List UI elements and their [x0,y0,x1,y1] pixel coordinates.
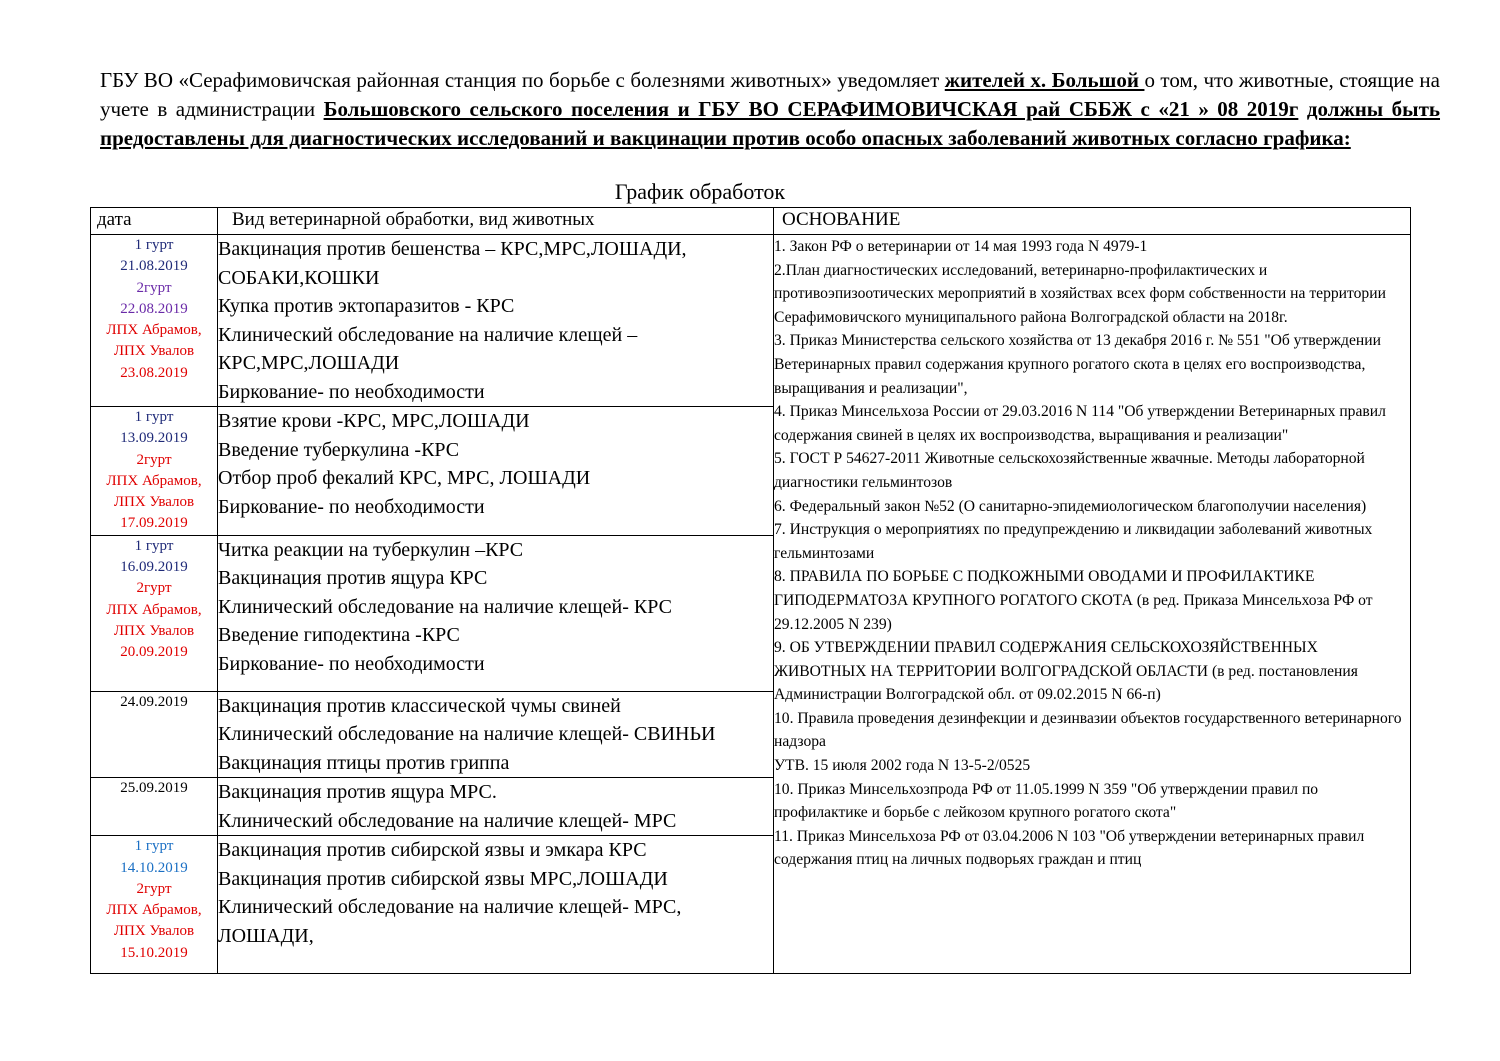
work-line: Введение гиподектина -КРС [218,624,460,647]
work-line: Вакцинация против бешенства – КРС,МРС,ЛОШАДИ, [218,238,687,260]
work-line: Биркование- по необходимости [218,495,485,518]
date-line: ЛПХ Абрамов, [106,902,202,919]
basis-item: УТВ. 15 июля 2002 года N 13-5-2/0525 [774,757,1031,775]
date-line: 21.08.2019 [120,258,188,275]
date-cell [91,235,218,407]
date-line: 2гурт [136,451,172,468]
notice-administration: Большовского сельского поселения и ГБУ ВО СЕРАФИМОВИЧСКАЯ рай СББЖ с «21 » 08 2019г [323,97,1299,121]
date-line: 13.09.2019 [120,430,188,447]
work-line: Биркование- по необходимости [218,652,485,675]
work-line: Клинический обследование на наличие клещей- СВИНЬИ [218,723,716,746]
basis-item: 1. Закон РФ о ветеринарии от 14 мая 1993 года N 4979-1 [774,238,1148,255]
date-line: ЛПХ Абрамов, [106,472,202,489]
notice-recipients: жителей х. Большой [944,68,1145,92]
work-line: Вакцинация против классической чумы свиней [218,694,621,717]
header-work: Вид ветеринарной обработки, вид животных [218,208,774,235]
date-line: 15.10.2019 [120,944,188,961]
work-line: Вакцинация против сибирской язвы МРС,ЛОШАДИ [218,867,668,890]
date-line: ЛПХ Увалов [113,622,195,639]
work-cell [218,691,774,778]
work-line: СОБАКИ,КОШКИ [218,266,380,289]
date-line: ЛПХ Абрамов, [106,601,202,618]
date-line: 1 гурт [134,409,174,425]
work-cell [218,836,774,974]
date-cell [91,535,218,691]
basis-item: 6. Федеральный закон №52 (О санитарно-эпидемиологическом благополучии населения) [774,497,1367,515]
date-line: 1 гурт [134,838,174,855]
work-line: Клинический обследование на наличие клещей – [218,323,638,346]
basis-cell [774,235,1411,974]
date-line: 25.09.2019 [120,780,188,797]
date-line: 2гурт [136,580,172,597]
header-row [91,208,1411,235]
date-line: 14.10.2019 [120,859,188,876]
schedule-title: График обработок [614,179,786,204]
notice-space [1298,97,1307,121]
date-cell [91,778,218,836]
basis-item: 8. ПРАВИЛА ПО БОРЬБЕ С ПОДКОЖНЫМИ ОВОДАМИ И ПРОФИЛАКТИКЕ ГИПОДЕРМАТОЗА КРУПНОГО РОГАТОГО СКОТА (в ред. Приказа Минсельхоза РФ от 29.12.2005 N 239) [774,568,1373,633]
work-line: ЛОШАДИ, [218,924,314,947]
date-line: 22.08.2019 [120,300,188,317]
basis-item: 10. Правила проведения дезинфекции и дезинвазии объектов государственного ветеринарного надзора [774,709,1402,751]
work-cell [218,235,774,407]
date-line: 24.09.2019 [120,693,188,710]
work-line: Клинический обследование на наличие клещей- МРС, [218,896,682,919]
date-cell [91,407,218,536]
basis-item: 4. Приказ Минсельхоза России от 29.03.2016 N 114 "Об утверждении Ветеринарных правил содержания свиней в целях их воспроизводства, выращивания и реализации" [774,403,1386,444]
notice-paragraph [100,66,1440,153]
work-line: Клинический обследование на наличие клещей- КРС [218,595,672,618]
date-line: 17.09.2019 [120,515,188,532]
work-line: Отбор проб фекалий КРС, МРС, ЛОШАДИ [218,467,591,489]
work-line: Купка против эктопаразитов - КРС [218,295,515,317]
work-line: Введение туберкулина -КРС [218,438,460,461]
work-line: Вакцинация против ящура КРС [218,567,488,590]
date-line: ЛПХ Абрамов, [106,322,202,339]
notice-text-1: ГБУ ВО «Серафимовичская районная станция по борьбе с болезнями животных» уведомляет [100,68,945,92]
date-line: 20.09.2019 [120,644,188,661]
work-line: КРС,МРС,ЛОШАДИ [218,352,400,374]
date-line: ЛПХ Увалов [113,494,195,511]
table-row [91,235,1411,407]
date-line: 1 гурт [134,237,174,253]
date-line: 1 гурт [134,537,174,554]
date-cell [91,691,218,778]
header-basis: ОСНОВАНИЕ [774,208,1411,235]
work-cell [218,535,774,691]
date-line: 16.09.2019 [120,559,188,576]
work-cell [218,778,774,836]
date-cell [91,836,218,974]
basis-item: 7. Инструкция о мероприятиях по предупреждению и ликвидации заболеваний животных гельминтозами [774,521,1373,562]
work-line: Взятие крови -КРС, МРС,ЛОШАДИ [218,410,530,432]
date-line: ЛПХ Увалов [113,923,195,940]
header-date: дата [91,208,218,235]
schedule-table [90,207,1411,974]
work-line: Биркование- по необходимости [218,380,485,403]
date-line: ЛПХ Увалов [113,343,195,360]
notice-text-2: о том, что животные, стоящие на учете в администрации [100,68,1440,121]
basis-item: 11. Приказ Минсельхоза РФ от 03.04.2006 N 103 "Об утверждении ветеринарных правил содержания птиц на личных подворьях граждан и птиц [774,827,1365,869]
work-line: Вакцинация против ящура МРС. [218,781,497,804]
basis-item: 3. Приказ Министерства сельского хозяйства от 13 декабря 2016 г. № 551 "Об утверждении Ветеринарных правил содержания крупного рогатого скота в целях его воспроизводства, выращивания и реализации", [774,332,1381,397]
work-cell [218,407,774,536]
date-line: 23.08.2019 [120,364,188,381]
work-line: Вакцинация птицы против гриппа [218,751,510,774]
date-line: 2гурт [136,279,172,296]
basis-item: 2.План диагностических исследований, ветеринарно-профилактических и противоэпизоотических мероприятий в хозяйствах всех форм собственности на территории Серафимовичского муниципального района Волгоградской области на 2018г. [774,261,1386,326]
notice-purpose: должны быть предоставлены для диагностических исследований и вакцинации против особо опасных заболеваний животных согласно графика: [100,97,1441,150]
basis-item: 5. ГОСТ Р 54627-2011 Животные сельскохозяйственные жвачные. Методы лабораторной диагностики гельминтозов [774,450,1365,491]
basis-item: 10. Приказ Минсельхозпрода РФ от 11.05.1999 N 359 "Об утверждении правил по профилактике и борьбе с лейкозом крупного рогатого скота" [774,780,1319,822]
basis-item: 9. ОБ УТВЕРЖДЕНИИ ПРАВИЛ СОДЕРЖАНИЯ СЕЛЬСКОХОЗЯЙСТВЕННЫХ ЖИВОТНЫХ НА ТЕРРИТОРИИ ВОЛГОГРАДСКОЙ ОБЛАСТИ (в ред. постановления Администрации Волгоградской обл. от 09.02.2015 N 66-п) [774,639,1358,704]
work-line: Клинический обследование на наличие клещей- МРС [218,809,677,832]
work-line: Вакцинация против сибирской язвы и эмкара КРС [218,839,647,862]
work-line: Читка реакции на туберкулин –КРС [218,538,524,561]
date-line: 2гурт [136,880,172,897]
